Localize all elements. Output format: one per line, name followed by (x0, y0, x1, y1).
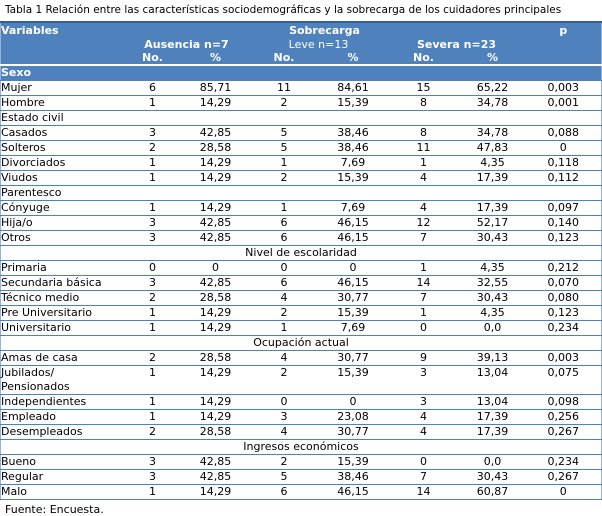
cell-value: 1 (388, 261, 460, 276)
cell-value: 5 (250, 470, 319, 485)
cell-value: 7 (388, 470, 460, 485)
row-label: Malo (1, 485, 124, 500)
cell-value: 46,15 (319, 276, 388, 291)
cell-value: 15 (388, 81, 460, 96)
table-row (1, 171, 602, 186)
cell-value: 14,29 (182, 171, 250, 186)
table-row (1, 216, 602, 231)
cell-value: 3 (124, 231, 182, 246)
cell-value: 38,46 (319, 470, 388, 485)
cell-value: 0 (526, 485, 602, 500)
cell-value: 0,267 (526, 425, 602, 440)
cell-value: 1 (124, 366, 182, 395)
cell-value: 0,256 (526, 410, 602, 425)
cell-value: 1 (124, 171, 182, 186)
cell-value: 2 (124, 291, 182, 306)
cell-value: 3 (124, 216, 182, 231)
cell-value: 17,39 (460, 171, 526, 186)
cell-value: 34,78 (460, 96, 526, 111)
cell-value: 6 (250, 231, 319, 246)
cell-value: 1 (388, 306, 460, 321)
cell-value: 4,35 (460, 261, 526, 276)
cell-value: 13,04 (460, 366, 526, 395)
row-label: Pre Universitario (1, 306, 124, 321)
cell-value: 17,39 (460, 425, 526, 440)
cell-value: 30,77 (319, 425, 388, 440)
cell-value: 47,83 (460, 141, 526, 156)
cell-value: 0,088 (526, 126, 602, 141)
row-label: Regular (1, 470, 124, 485)
cell-value: 2 (124, 425, 182, 440)
cell-value: 15,39 (319, 366, 388, 395)
cell-value: 14,29 (182, 156, 250, 171)
section-row (1, 186, 602, 201)
cell-value: 0 (124, 261, 182, 276)
cell-value: 42,85 (182, 455, 250, 470)
table-row (1, 351, 602, 366)
cell-value: 28,58 (182, 141, 250, 156)
row-label: Otros (1, 231, 124, 246)
cell-value: 0,070 (526, 276, 602, 291)
row-label: Solteros (1, 141, 124, 156)
cell-value: 0,140 (526, 216, 602, 231)
cell-value: 0 (388, 321, 460, 336)
cell-value: 42,85 (182, 126, 250, 141)
table-row (1, 485, 602, 500)
cell-value: 0,080 (526, 291, 602, 306)
cell-value: 5 (250, 141, 319, 156)
cell-value: 4 (250, 291, 319, 306)
cell-value: 1 (250, 156, 319, 171)
table-header (1, 22, 602, 65)
cell-value: 0 (526, 141, 602, 156)
col-header-no-severa: No. (388, 51, 460, 65)
cell-value: 0,003 (526, 81, 602, 96)
page-title: Tabla 1 Relación entre las características sociodemográficas y la sobrecarga de los cuidadores principales (5, 4, 562, 16)
cell-value: 12 (388, 216, 460, 231)
cell-value: 0 (250, 395, 319, 410)
cell-value: 42,85 (182, 216, 250, 231)
table-row (1, 261, 602, 276)
cell-value: 0,0 (460, 455, 526, 470)
header-row-main (1, 22, 602, 38)
cell-value: 46,15 (319, 485, 388, 500)
cell-value: 3 (388, 366, 460, 395)
cell-value: 2 (250, 455, 319, 470)
cell-value: 28,58 (182, 291, 250, 306)
cell-value: 42,85 (182, 231, 250, 246)
header-row-groups (1, 38, 602, 51)
cell-value: 4 (388, 201, 460, 216)
cell-value: 0,123 (526, 231, 602, 246)
row-label: Hija/o (1, 216, 124, 231)
cell-value: 0,112 (526, 171, 602, 186)
cell-value: 0,075 (526, 366, 602, 395)
cell-value: 9 (388, 351, 460, 366)
cell-value: 1 (124, 156, 182, 171)
cell-value: 1 (124, 306, 182, 321)
table-row (1, 470, 602, 485)
cell-value: 1 (124, 485, 182, 500)
cell-value: 0 (319, 395, 388, 410)
table-row (1, 126, 602, 141)
section-row (1, 336, 602, 351)
cell-value: 0,212 (526, 261, 602, 276)
section-label: Parentesco (1, 186, 602, 201)
cell-value: 1 (124, 395, 182, 410)
row-label: Técnico medio (1, 291, 124, 306)
row-label: Cónyuge (1, 201, 124, 216)
col-header-pct-ausencia: % (182, 51, 250, 65)
cell-value: 28,58 (182, 425, 250, 440)
cell-value: 0,267 (526, 470, 602, 485)
cell-value: 8 (388, 126, 460, 141)
table-row (1, 321, 602, 336)
col-header-no-leve: No. (250, 51, 319, 65)
cell-value: 30,77 (319, 291, 388, 306)
section-row (1, 246, 602, 261)
col-header-p: p (526, 22, 602, 38)
group-header-severa: Severa n=23 (388, 38, 526, 51)
cell-value: 0 (319, 261, 388, 276)
col-header-no-ausencia: No. (124, 51, 182, 65)
cell-value: 2 (250, 306, 319, 321)
header-spacer (526, 51, 602, 65)
row-label: Mujer (1, 81, 124, 96)
cell-value: 17,39 (460, 410, 526, 425)
cell-value: 4 (388, 171, 460, 186)
cell-value: 8 (388, 96, 460, 111)
section-label: Ingresos económicos (1, 440, 602, 455)
cell-value: 46,15 (319, 216, 388, 231)
cell-value: 7,69 (319, 321, 388, 336)
cell-value: 2 (250, 96, 319, 111)
cell-value: 15,39 (319, 171, 388, 186)
cell-value: 0,234 (526, 455, 602, 470)
cell-value: 32,55 (460, 276, 526, 291)
cell-value: 30,43 (460, 291, 526, 306)
cell-value: 14,29 (182, 201, 250, 216)
cell-value: 2 (250, 171, 319, 186)
cell-value: 42,85 (182, 276, 250, 291)
row-label: Bueno (1, 455, 124, 470)
table-row (1, 276, 602, 291)
table-row (1, 455, 602, 470)
row-label: Casados (1, 126, 124, 141)
cell-value: 7 (388, 291, 460, 306)
table-body (1, 65, 602, 500)
row-label: Desempleados (1, 425, 124, 440)
table-row (1, 425, 602, 440)
cell-value: 2 (124, 351, 182, 366)
table-row (1, 141, 602, 156)
cell-value: 3 (250, 410, 319, 425)
sociodemographic-table (0, 21, 602, 500)
cell-value: 6 (250, 216, 319, 231)
section-label: Sexo (1, 65, 602, 81)
section-label: Ocupación actual (1, 336, 602, 351)
header-spacer (1, 51, 124, 65)
cell-value: 1 (124, 321, 182, 336)
cell-value: 1 (250, 201, 319, 216)
section-label: Estado civil (1, 111, 602, 126)
cell-value: 0,001 (526, 96, 602, 111)
table-row (1, 81, 602, 96)
cell-value: 11 (388, 141, 460, 156)
cell-value: 1 (124, 96, 182, 111)
cell-value: 14,29 (182, 321, 250, 336)
row-label: Jubilados/ Pensionados (1, 366, 124, 395)
cell-value: 42,85 (182, 470, 250, 485)
cell-value: 1 (124, 410, 182, 425)
table-row (1, 410, 602, 425)
cell-value: 46,15 (319, 231, 388, 246)
cell-value: 39,13 (460, 351, 526, 366)
header-row-measures (1, 51, 602, 65)
col-header-sobrecarga: Sobrecarga (124, 22, 526, 38)
table-source-note: Fuente: Encuesta. (5, 503, 104, 516)
section-row (1, 111, 602, 126)
cell-value: 13,04 (460, 395, 526, 410)
cell-value: 7 (388, 231, 460, 246)
table-row (1, 231, 602, 246)
col-header-variables: Variables (1, 22, 124, 38)
cell-value: 14,29 (182, 410, 250, 425)
cell-value: 3 (124, 276, 182, 291)
cell-value: 3 (124, 126, 182, 141)
header-spacer (1, 38, 124, 51)
cell-value: 60,87 (460, 485, 526, 500)
cell-value: 0,234 (526, 321, 602, 336)
cell-value: 1 (250, 321, 319, 336)
row-label: Independientes (1, 395, 124, 410)
table-row (1, 291, 602, 306)
row-label: Divorciados (1, 156, 124, 171)
cell-value: 6 (124, 81, 182, 96)
cell-value: 1 (124, 201, 182, 216)
cell-value: 23,08 (319, 410, 388, 425)
cell-value: 0,097 (526, 201, 602, 216)
cell-value: 0 (182, 261, 250, 276)
section-row (1, 440, 602, 455)
cell-value: 4,35 (460, 156, 526, 171)
row-label: Amas de casa (1, 351, 124, 366)
cell-value: 11 (250, 81, 319, 96)
cell-value: 52,17 (460, 216, 526, 231)
cell-value: 3 (124, 470, 182, 485)
cell-value: 6 (250, 485, 319, 500)
row-label: Universitario (1, 321, 124, 336)
cell-value: 4,35 (460, 306, 526, 321)
group-header-leve: Leve n=13 (250, 38, 388, 51)
cell-value: 7,69 (319, 201, 388, 216)
row-label: Empleado (1, 410, 124, 425)
cell-value: 65,22 (460, 81, 526, 96)
cell-value: 34,78 (460, 126, 526, 141)
section-label: Nivel de escolaridad (1, 246, 602, 261)
cell-value: 2 (250, 366, 319, 395)
cell-value: 6 (250, 276, 319, 291)
row-label: Primaria (1, 261, 124, 276)
row-label: Viudos (1, 171, 124, 186)
cell-value: 14,29 (182, 485, 250, 500)
cell-value: 38,46 (319, 141, 388, 156)
cell-value: 30,43 (460, 470, 526, 485)
cell-value: 14,29 (182, 306, 250, 321)
cell-value: 14,29 (182, 395, 250, 410)
col-header-pct-leve: % (319, 51, 388, 65)
cell-value: 14,29 (182, 366, 250, 395)
table-row (1, 395, 602, 410)
cell-value: 17,39 (460, 201, 526, 216)
cell-value: 14 (388, 276, 460, 291)
group-header-ausencia: Ausencia n=7 (124, 38, 250, 51)
cell-value: 1 (388, 156, 460, 171)
table-row (1, 366, 602, 395)
cell-value: 4 (388, 425, 460, 440)
cell-value: 5 (250, 126, 319, 141)
header-spacer (526, 38, 602, 51)
table-row (1, 156, 602, 171)
cell-value: 15,39 (319, 455, 388, 470)
cell-value: 0,118 (526, 156, 602, 171)
row-label: Secundaria básica (1, 276, 124, 291)
cell-value: 30,43 (460, 231, 526, 246)
table-row (1, 201, 602, 216)
row-label: Hombre (1, 96, 124, 111)
col-header-pct-severa: % (460, 51, 526, 65)
cell-value: 85,71 (182, 81, 250, 96)
cell-value: 4 (250, 425, 319, 440)
table-row (1, 306, 602, 321)
cell-value: 14 (388, 485, 460, 500)
cell-value: 4 (388, 410, 460, 425)
cell-value: 0,123 (526, 306, 602, 321)
cell-value: 2 (124, 141, 182, 156)
cell-value: 4 (250, 351, 319, 366)
cell-value: 7,69 (319, 156, 388, 171)
cell-value: 30,77 (319, 351, 388, 366)
cell-value: 28,58 (182, 351, 250, 366)
section-row (1, 65, 602, 81)
cell-value: 84,61 (319, 81, 388, 96)
cell-value: 3 (124, 455, 182, 470)
cell-value: 15,39 (319, 306, 388, 321)
cell-value: 0 (250, 261, 319, 276)
cell-value: 0 (388, 455, 460, 470)
cell-value: 0,098 (526, 395, 602, 410)
cell-value: 0,003 (526, 351, 602, 366)
cell-value: 0,0 (460, 321, 526, 336)
cell-value: 15,39 (319, 96, 388, 111)
cell-value: 38,46 (319, 126, 388, 141)
cell-value: 14,29 (182, 96, 250, 111)
table-row (1, 96, 602, 111)
cell-value: 3 (388, 395, 460, 410)
